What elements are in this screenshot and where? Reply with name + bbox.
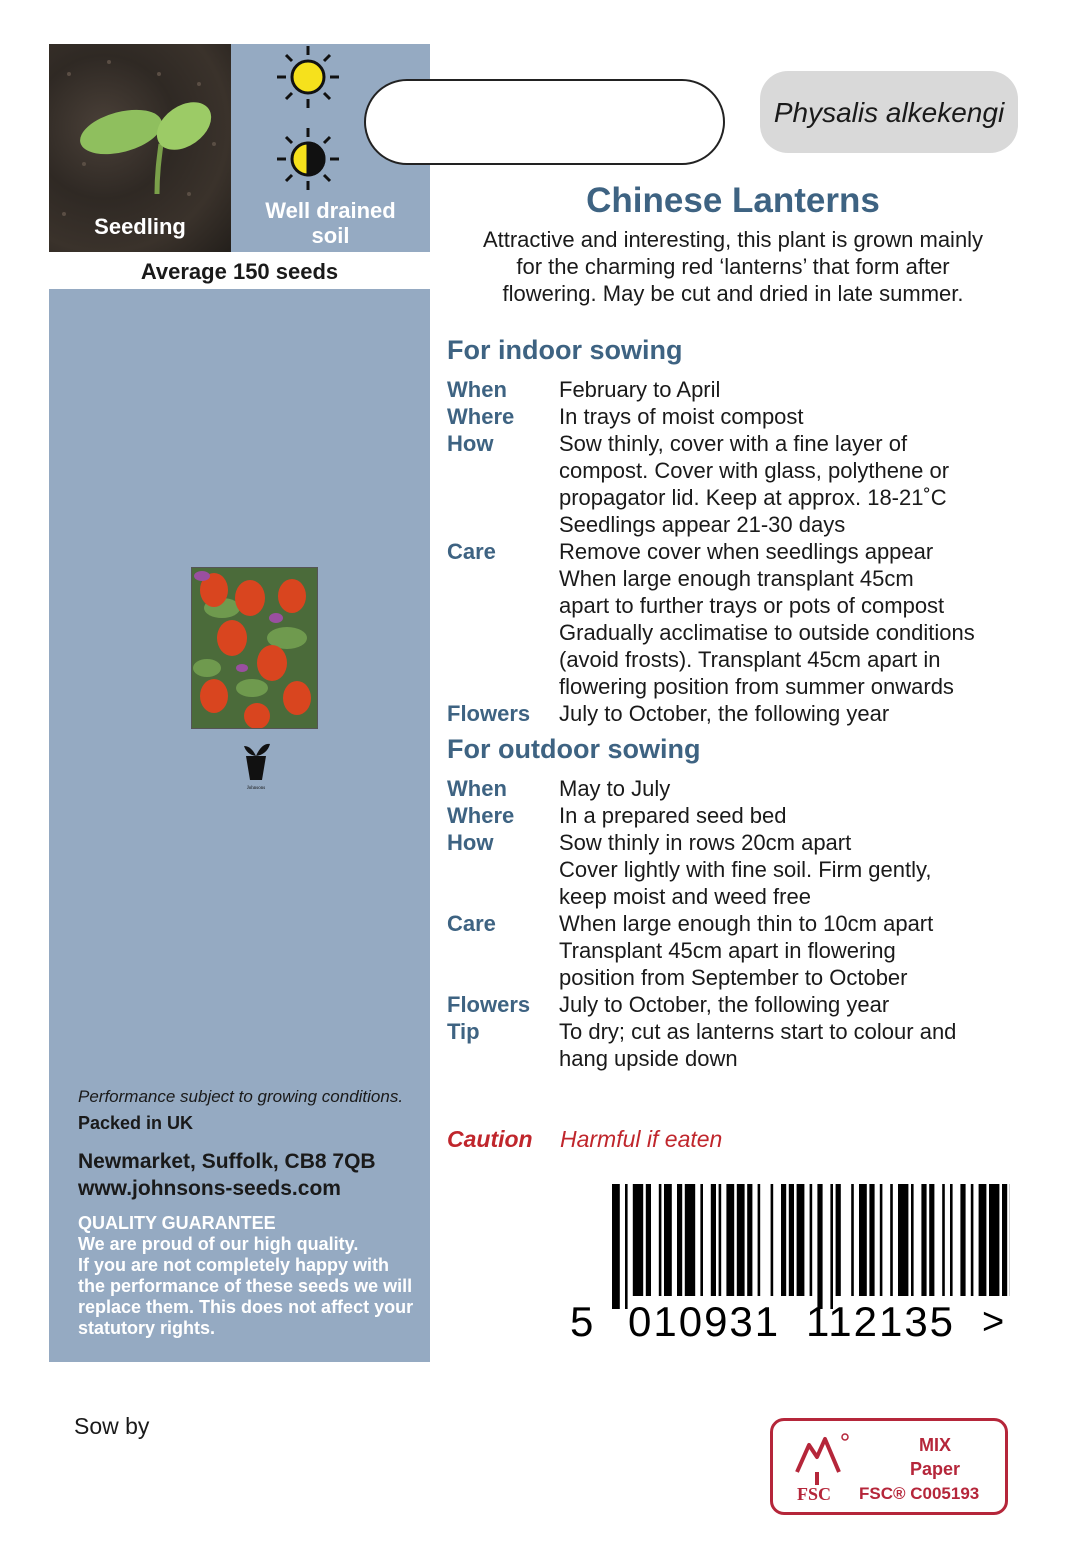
address [78, 1148, 376, 1202]
instruction-line: May to July [559, 776, 671, 801]
instruction-row [447, 403, 1037, 430]
instruction-row [447, 376, 1037, 403]
instruction-line: July to October, the following year [559, 992, 890, 1017]
instruction-value [559, 991, 1037, 1018]
barcode-bar [781, 1184, 786, 1296]
barcode-bar [726, 1184, 734, 1296]
guarantee-line: replace them. This does not affect your [78, 1297, 414, 1317]
website: www.johnsons-seeds.com [78, 1177, 341, 1200]
page-title: Chinese Lanterns [586, 181, 880, 220]
barcode-digit-first: 5 [570, 1298, 594, 1344]
barcode-bar [797, 1184, 805, 1296]
seedling-label: Seedling [94, 214, 186, 239]
barcode-bar [711, 1184, 716, 1296]
instruction-line: To dry; cut as lanterns start to colour and [559, 1019, 957, 1044]
barcode-bar [758, 1184, 761, 1296]
instruction-value [559, 775, 1037, 802]
instruction-key: Where [447, 803, 515, 828]
barcode-bar [789, 1184, 794, 1296]
instruction-line: Cover lightly with fine soil. Firm gently, [559, 857, 932, 882]
caution-label: Caution [447, 1126, 533, 1152]
barcode-digits-left: 010931 [628, 1298, 781, 1344]
instruction-value [559, 1018, 1037, 1072]
barcode-bar [836, 1184, 841, 1296]
instruction-value [559, 700, 1037, 727]
fsc-code: FSC® C005193 [859, 1484, 980, 1503]
barcode-bar [929, 1184, 934, 1296]
instruction-key: When [447, 377, 507, 402]
instruction-key: Where [447, 404, 515, 429]
fsc-word: FSC [797, 1484, 832, 1504]
instruction-row [447, 538, 1037, 700]
instruction-row [447, 430, 1037, 538]
sow-by: Sow by [74, 1413, 150, 1439]
barcode-bar [719, 1184, 722, 1296]
instruction-row [447, 775, 1037, 802]
barcode-bar [989, 1184, 999, 1296]
caution-text: Harmful if eaten [560, 1126, 723, 1152]
instruction-row [447, 829, 1037, 910]
instruction-line: flowering position from summer onwards [559, 674, 954, 699]
barcode-bar [664, 1184, 672, 1296]
fsc-tree-icon [787, 1427, 857, 1487]
full-sun-icon [277, 46, 339, 108]
instruction-line: apart to further trays or pots of compost [559, 593, 945, 618]
address-line1: Newmarket, Suffolk, CB8 7QB [78, 1150, 376, 1173]
fsc-mix [885, 1433, 985, 1481]
barcode-bar [890, 1184, 893, 1296]
instruction-key: Care [447, 539, 496, 564]
barcode-bar [859, 1184, 867, 1296]
instruction-key: Flowers [447, 701, 531, 726]
barcode-bar [612, 1184, 620, 1309]
instruction-line: In trays of moist compost [559, 404, 804, 429]
barcode-bar [851, 1184, 854, 1296]
barcode-bar [979, 1184, 987, 1296]
instruction-value [559, 430, 1037, 538]
plant-pot-logo [238, 740, 274, 792]
instruction-value [559, 910, 1037, 991]
fsc-mix-text: MIX [918, 1435, 951, 1455]
intro-line: Attractive and interesting, this plant is grown mainly [482, 227, 984, 252]
lanterns-illustration [192, 568, 317, 728]
barcode-bar [869, 1184, 874, 1296]
indoor-heading: For indoor sowing [447, 335, 683, 365]
instruction-line: Sow thinly, cover with a fine layer of [559, 431, 908, 456]
instruction-line: keep moist and weed free [559, 884, 811, 909]
performance-note: Performance subject to growing conditions. [78, 1087, 404, 1106]
chinese-lanterns-photo [191, 567, 318, 729]
hang-tag-cutout [364, 79, 725, 165]
barcode-bar [898, 1184, 908, 1296]
instruction-line: When large enough transplant 45cm [559, 566, 914, 591]
barcode-bar [633, 1184, 643, 1296]
instruction-line: When large enough thin to 10cm apart [559, 911, 934, 936]
barcode-bar [942, 1184, 945, 1296]
instruction-line: position from September to October [559, 965, 908, 990]
barcode-bar [737, 1184, 745, 1296]
instruction-line: Seedlings appear 21-30 days [559, 512, 846, 537]
barcode-bar [830, 1184, 833, 1309]
outdoor-heading: For outdoor sowing [447, 734, 701, 764]
instruction-line: In a prepared seed bed [559, 803, 787, 828]
instruction-value [559, 802, 1037, 829]
barcode-bar [921, 1184, 926, 1296]
seedling-photo [49, 44, 231, 252]
barcode-bar [971, 1184, 974, 1296]
barcode-bar [747, 1184, 752, 1296]
guarantee-line: statutory rights. [78, 1318, 216, 1338]
instruction-row [447, 802, 1037, 829]
instruction-line: Gradually acclimatise to outside conditions [559, 620, 975, 645]
barcode-bar [950, 1184, 953, 1296]
instruction-line: (avoid frosts). Transplant 45cm apart in [559, 647, 941, 672]
barcode-bar [810, 1184, 813, 1296]
sun-label [231, 198, 430, 248]
barcode-bar [911, 1184, 914, 1296]
barcode-bar [771, 1184, 774, 1296]
barcode-bar [960, 1184, 965, 1296]
plant-pot-logo-icon [238, 740, 274, 792]
guarantee-line: the performance of these seeds we will [78, 1276, 413, 1296]
instruction-row [447, 700, 1037, 727]
guarantee-title: QUALITY GUARANTEE [78, 1213, 276, 1233]
barcode-bar [659, 1184, 662, 1296]
instruction-key: Flowers [447, 992, 531, 1017]
instruction-value [559, 376, 1037, 403]
guarantee-line: We are proud of our high quality. [78, 1234, 359, 1254]
sun-label-line2: soil [311, 223, 350, 248]
instruction-row [447, 910, 1037, 991]
instruction-row [447, 991, 1037, 1018]
barcode-bar [1002, 1184, 1007, 1296]
instruction-line: compost. Cover with glass, polythene or [559, 458, 950, 483]
instruction-line: February to April [559, 377, 721, 402]
barcode-digits-right: 112135 [806, 1298, 956, 1344]
instruction-value [559, 538, 1037, 700]
fsc-paper-text: Paper [909, 1459, 961, 1479]
instruction-value [559, 403, 1037, 430]
instruction-line: propagator lid. Keep at approx. 18-21˚C [559, 485, 947, 510]
instruction-key: How [447, 830, 494, 855]
intro-line: for the charming red ‘lanterns’ that form after [516, 254, 950, 279]
barcode-bar [646, 1184, 651, 1296]
barcode-bar [685, 1184, 695, 1296]
latin-name: Physalis alkekengi [760, 71, 1018, 153]
instruction-line: July to October, the following year [559, 701, 890, 726]
outdoor-rows [447, 775, 1037, 1072]
packed-in: Packed in UK [78, 1113, 194, 1133]
barcode-bar [817, 1184, 822, 1309]
logo-text: Johnsons [246, 786, 266, 791]
barcode [570, 1184, 1010, 1344]
caution [447, 1126, 722, 1153]
instruction-line: hang upside down [559, 1046, 738, 1071]
instruction-key: When [447, 776, 507, 801]
instruction-key: Care [447, 911, 496, 936]
barcode-bar [677, 1184, 682, 1296]
barcode-bar [625, 1184, 628, 1309]
barcode-arrow: > [982, 1301, 1005, 1343]
instruction-row [447, 1018, 1037, 1072]
instruction-key: How [447, 431, 494, 456]
indoor-rows [447, 376, 1037, 727]
instruction-value [559, 829, 1037, 910]
barcode-bars [612, 1184, 1010, 1309]
instruction-line: Transplant 45cm apart in flowering [559, 938, 896, 963]
guarantee-line: If you are not completely happy with [78, 1255, 390, 1275]
intro [447, 226, 1019, 307]
average-seeds: Average 150 seeds [49, 252, 430, 289]
intro-line: flowering. May be cut and dried in late summer. [502, 281, 964, 306]
barcode-bar [700, 1184, 703, 1296]
fsc-label [770, 1418, 1008, 1515]
sun-label-line1: Well drained [265, 198, 396, 223]
instruction-line: Sow thinly in rows 20cm apart [559, 830, 852, 855]
instruction-key: Tip [447, 1019, 480, 1044]
barcode-bar [880, 1184, 883, 1296]
instruction-line: Remove cover when seedlings appear [559, 539, 934, 564]
half-sun-icon [277, 128, 339, 190]
quality-guarantee [78, 1213, 423, 1339]
